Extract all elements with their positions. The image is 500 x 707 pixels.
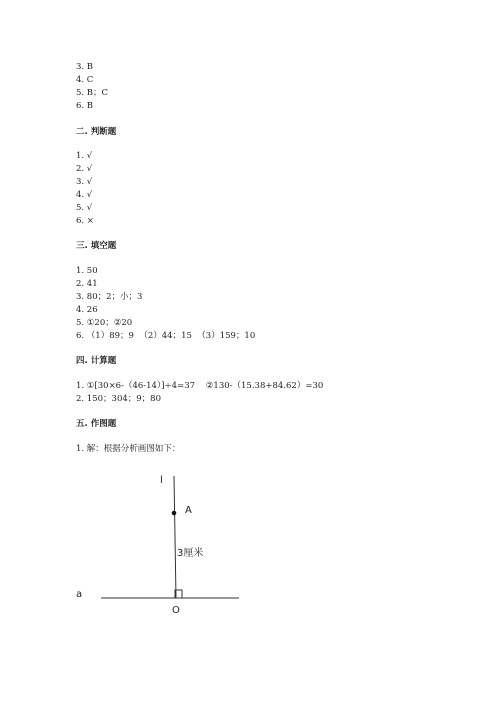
answer-line: 5. ①20；②20 bbox=[76, 318, 133, 328]
answer-line: 4. √ bbox=[76, 190, 93, 200]
label-distance: 3厘米 bbox=[177, 548, 204, 559]
answer-line: 1. √ bbox=[76, 151, 93, 161]
answer-line: 5. B；C bbox=[76, 88, 109, 98]
answer-line: 6. × bbox=[76, 216, 94, 226]
answer-line: 1. 解：根据分析画图如下： bbox=[76, 444, 181, 454]
answer-line: 4. 26 bbox=[76, 305, 98, 315]
section-heading-drawing: 五. 作图题 bbox=[76, 419, 117, 429]
answer-line: 6. B bbox=[76, 101, 94, 111]
answer-line: 2. 150；304；9；80 bbox=[76, 394, 161, 404]
line-l bbox=[174, 476, 176, 598]
section-heading-calculation: 四. 计算题 bbox=[76, 356, 117, 366]
answer-line: 2. √ bbox=[76, 164, 93, 174]
answer-line: 3. √ bbox=[76, 177, 93, 187]
label-point-o: O bbox=[172, 605, 180, 616]
answer-line: 1. 50 bbox=[76, 266, 98, 276]
answer-line: 1. ①[30×6-（46-14）]÷4=37 ②130-（15.38+84.62）=30 bbox=[76, 381, 324, 391]
answer-line: 4. C bbox=[76, 75, 94, 85]
answer-line: 3. 80；2；小；3 bbox=[76, 292, 143, 302]
answer-line: 3. B bbox=[76, 62, 94, 72]
label-line-l: l bbox=[160, 475, 163, 486]
answer-line: 5. √ bbox=[76, 203, 93, 213]
label-point-a: A bbox=[185, 505, 192, 516]
point-a bbox=[172, 511, 177, 516]
section-heading-judgment: 二. 判断题 bbox=[76, 127, 117, 137]
label-line-a: a bbox=[76, 589, 83, 600]
section-heading-fill-blank: 三. 填空题 bbox=[76, 241, 117, 251]
answer-line: 6. （1）89；9 （2）44；15 （3）159；10 bbox=[76, 331, 256, 341]
answer-line: 2. 41 bbox=[76, 279, 98, 289]
